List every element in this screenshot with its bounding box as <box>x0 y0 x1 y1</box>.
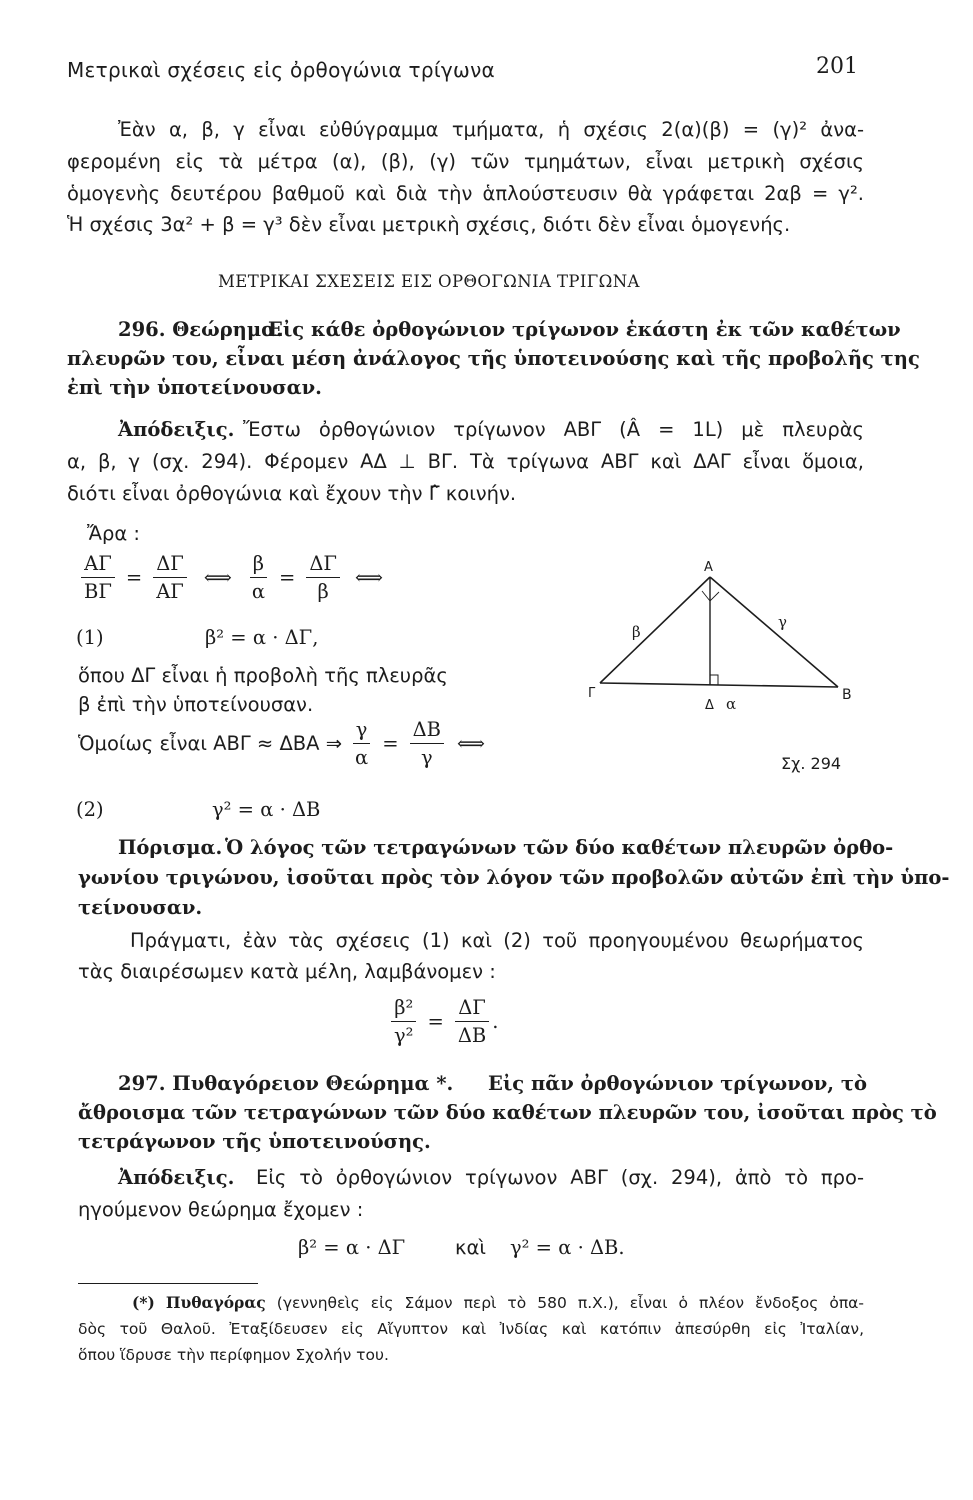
figure-294 <box>580 555 880 785</box>
proof-296-line-3: διότι εἶναι ὀρθογώνια καὶ ἔχουν τὴν Γ̂ κοινήν. <box>67 482 517 505</box>
where-line-2: β ἐπὶ τὴν ὑποτείνουσαν. <box>78 693 314 716</box>
fraction-db-over-gamma: $\frac{\Delta B}{\gamma}$ <box>410 718 444 769</box>
theorem-297-statement-3: τετράγωνον τῆς ὑποτεινούσης. <box>78 1130 431 1153</box>
corollary-formula: $\frac{\text{β²}}{\text{γ²}}$ = $\frac{\Delta\Gamma}{\Delta B}$ . <box>388 996 498 1047</box>
formula-1: β² = α · ΔΓ, <box>205 626 319 649</box>
where-line-1: ὅπου ΔΓ εἶναι ἡ προβολὴ τῆς πλευρᾶς <box>78 664 448 687</box>
theorem-296-statement-1: Εἰς κάθε ὀρθογώνιον τρίγωνον ἑκάστη ἐκ τῶν καθέτων <box>268 318 901 341</box>
fraction-dg-over-ag: $\frac{\Delta\Gamma}{A\Gamma}$ <box>153 552 187 603</box>
corollary-explanation-2: τὰς διαιρέσωμεν κατὰ μέλη, λαμβάνομεν : <box>78 960 496 983</box>
footnote-line-2: δὸς τοῦ Θαλοῦ. Ἐταξίδευσεν εἰς Αἴγυπτον καὶ Ἰνδίας καὶ κατόπιν ἀπεσύρθη εἰς Ἰταλίαν, <box>78 1320 864 1338</box>
formula-2: γ² = α · ΔΒ <box>212 798 321 821</box>
proof-296-line-1: Ἔστω ὀρθογώνιον τρίγωνον ΑΒΓ (Â = 1L) μὲ πλευρὰς <box>243 418 864 441</box>
proof-297-line-2: ηγούμενον θεώρημα ἔχομεν : <box>78 1198 364 1221</box>
intro-line-1: Ἐὰν α, β, γ εἶναι εὐθύγραμμα τμήματα, ἡ σχέσις 2(α)(β) = (γ)² ἀνα- <box>118 118 864 141</box>
therefore-label: Ἄρα : <box>87 522 140 545</box>
corollary-label: Πόρισμα. <box>118 836 223 859</box>
fraction-beta2-over-gamma2: $\frac{\text{β²}}{\text{γ²}}$ <box>391 996 416 1047</box>
footnote-line-1: (*) Πυθαγόρας (γεννηθεὶς εἰς Σάμον περὶ τὸ 580 π.Χ.), εἶναι ὁ πλέον ἔνδοξος ὀπα- <box>132 1293 864 1312</box>
theorem-297-statement-2: ἄθροισμα τῶν τετραγώνων τῶν δύο καθέτων πλευρῶν του, ἰσοῦται πρὸς τὸ <box>78 1101 937 1124</box>
theorem-296-label: 296. Θεώρημα. <box>118 318 283 341</box>
section-heading: ΜΕΤΡΙΚΑΙ ΣΧΕΣΕΙΣ ΕΙΣ ΟΡΘΟΓΩΝΙΑ ΤΡΙΓΩΝΑ <box>218 272 640 291</box>
corollary-statement-1: Ὁ λόγος τῶν τετραγώνων τῶν δύο καθέτων πλευρῶν ὀρθο- <box>225 836 894 859</box>
figure-caption: Σχ. 294 <box>781 754 842 773</box>
running-title: Μετρικαὶ σχέσεις εἰς ὀρθογώνια τρίγωνα <box>67 58 496 82</box>
page-number: 201 <box>816 54 858 79</box>
proportion-line-1: $\frac{A\Gamma}{B\Gamma}$ = $\frac{\Delta\Gamma}{A\Gamma}$ ⟺ $\frac{\beta}{\alpha}$ = $\frac{\Delta\Gamma}{\beta}$ ⟺ <box>78 552 395 603</box>
footnote-rule <box>78 1283 258 1284</box>
fraction-gamma-over-alpha: $\frac{\gamma}{\alpha}$ <box>352 718 371 769</box>
vertex-g-label: Γ <box>588 686 596 701</box>
proof-297-formula-left: β² = α · ΔΓ <box>298 1236 406 1259</box>
theorem-296-statement-3: ἐπὶ τὴν ὑποτείνουσαν. <box>67 376 322 399</box>
side-beta <box>600 577 710 683</box>
proof-297-label: Ἀπόδειξις. <box>118 1166 235 1189</box>
fraction-dg-over-beta: $\frac{\Delta\Gamma}{\beta}$ <box>306 552 340 603</box>
theorem-296-statement-2: πλευρῶν του, εἶναι μέση ἀνάλογος τῆς ὑποτεινούσης καὶ τῆς προβολῆς της <box>67 347 920 370</box>
fraction-beta-over-alpha: $\frac{\beta}{\alpha}$ <box>249 552 268 603</box>
theorem-297-label: 297. Πυθαγόρειον Θεώρημα *. <box>118 1072 454 1095</box>
corollary-statement-2: γωνίου τριγώνου, ἰσοῦται πρὸς τὸν λόγον τῶν προβολῶν αὐτῶν ἐπὶ τὴν ὑπο- <box>78 866 950 889</box>
side-alpha-label: α <box>726 695 737 713</box>
vertex-a-label: Α <box>704 560 713 575</box>
corollary-statement-3: τείνουσαν. <box>78 896 203 919</box>
formula-1-tag: (1) <box>76 626 104 649</box>
proof-296-label: Ἀπόδειξις. <box>118 418 235 441</box>
theorem-297-statement-1: Εἰς πᾶν ὀρθογώνιον τρίγωνον, τὸ <box>488 1072 868 1095</box>
foot-d-label: Δ <box>705 698 714 713</box>
hypotenuse-bg <box>600 683 838 687</box>
vertex-b-label: Β <box>842 687 852 703</box>
proof-297-and: καὶ <box>455 1236 486 1259</box>
corollary-explanation-1: Πράγματι, ἐὰν τὰς σχέσεις (1) καὶ (2) τοῦ προηγουμένου θεωρήματος <box>130 929 864 952</box>
intro-line-2: φερομένη εἰς τὰ μέτρα (α), (β), (γ) τῶν τμημάτων, εἶναι μετρικὴ σχέσις <box>67 150 864 173</box>
intro-line-4: Ἡ σχέσις 3α² + β = γ³ δὲν εἶναι μετρικὴ σχέσις, διότι δὲν εἶναι ὁμογενής. <box>67 213 791 236</box>
proof-296-line-2: α, β, γ (σχ. 294). Φέρομεν ΑΔ ⊥ ΒΓ. Τὰ τρίγωνα ΑΒΓ καὶ ΔΑΓ εἶναι ὅμοια, <box>67 450 864 473</box>
right-angle-mark <box>710 675 718 685</box>
fraction-ag-over-bg: $\frac{A\Gamma}{B\Gamma}$ <box>81 552 115 603</box>
side-beta-label: β <box>632 623 641 641</box>
side-gamma <box>710 577 838 687</box>
intro-line-3: ὁμογενὴς δευτέρου βαθμοῦ καὶ διὰ τὴν ἁπλούστευσιν θὰ γράφεται 2αβ = γ². <box>67 182 864 205</box>
formula-2-tag: (2) <box>76 798 104 821</box>
side-gamma-label: γ <box>778 613 787 631</box>
footnote-line-3: ὅπου ἵδρυσε τὴν περίφημον Σχολήν του. <box>78 1346 389 1364</box>
similarity-line: Ὁμοίως εἶναι ΑΒΓ ≈ ΔΒΑ ⇒ $\frac{\gamma}{\alpha}$ = $\frac{\Delta B}{\gamma}$ ⟺ <box>78 718 485 769</box>
fraction-dg-over-db: $\frac{\Delta\Gamma}{\Delta B}$ <box>455 996 489 1047</box>
proof-297-line-1: Εἰς τὸ ὀρθογώνιον τρίγωνον ΑΒΓ (σχ. 294), ἀπὸ τὸ προ- <box>256 1166 864 1189</box>
proof-297-formula-right: γ² = α · ΔΒ. <box>510 1236 625 1259</box>
